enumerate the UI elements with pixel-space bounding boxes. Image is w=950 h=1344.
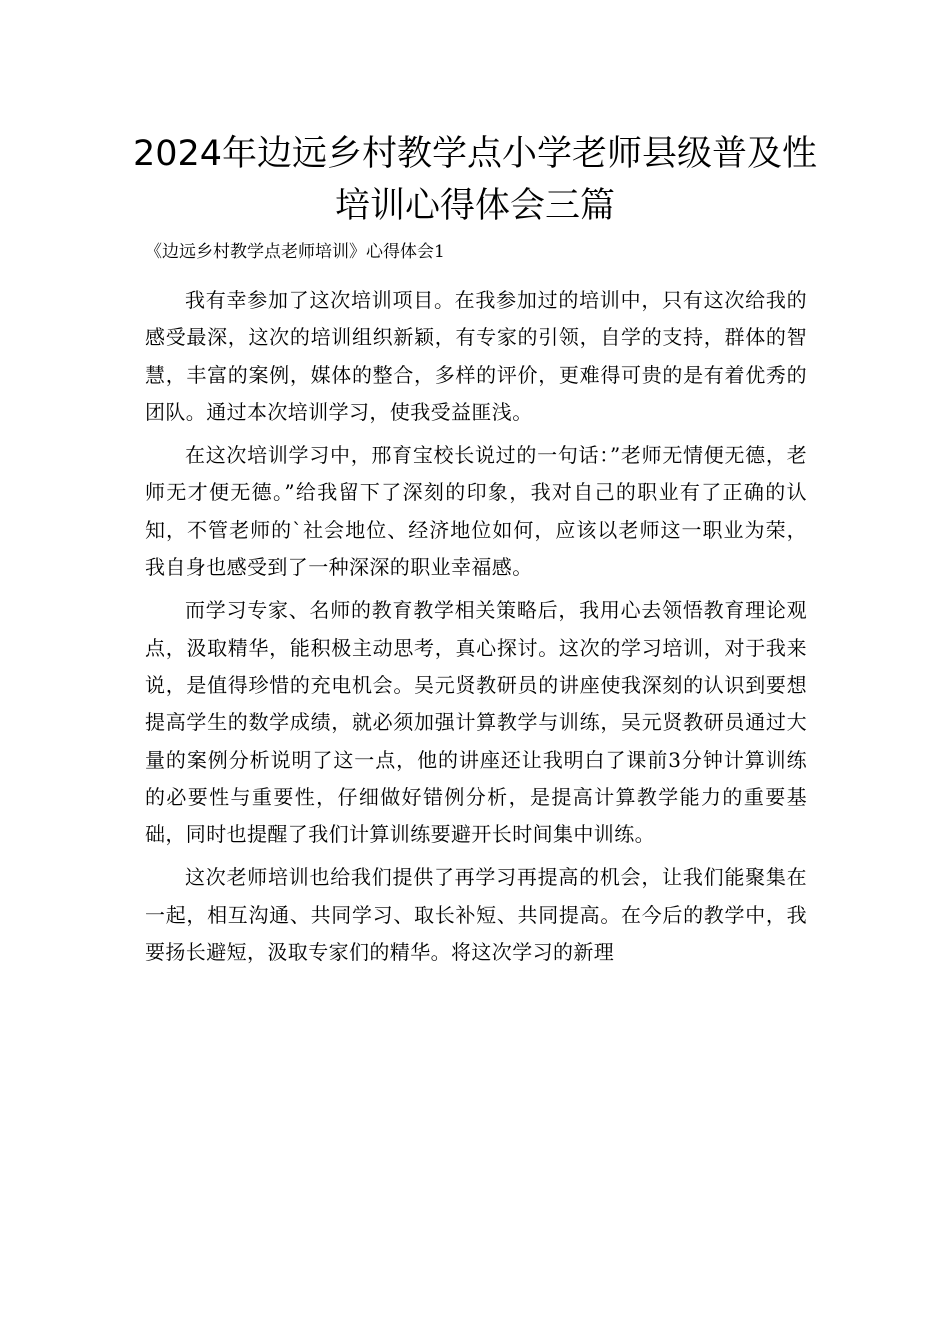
paragraph-4: 这次老师培训也给我们提供了再学习再提高的机会，让我们能聚集在一起，相互沟通、共同学习、取长补短、共同提高。在今后的教学中，我要扬长避短，汲取专家们的精华。将这次学习的新理 xyxy=(145,865,807,965)
paragraph-1: 我有幸参加了这次培训项目。在我参加过的培训中，只有这次给我的感受最深，这次的培训组织新颖，有专家的引领，自学的支持，群体的智慧，丰富的案例，媒体的整合，多样的评价，更难得可贵的是有着优秀的团队。通过本次培训学习，使我受益匪浅。 xyxy=(145,288,807,424)
section-heading: 《边远乡村教学点老师培训》心得体会1 xyxy=(145,242,445,262)
paragraph-2: 在这次培训学习中，邢育宝校长说过的一句话：”老师无情便无德，老师无才便无德。”给我留下了深刻的印象，我对自己的职业有了正确的认知，不管老师的`社会地位、经济地位如何，应该以老师这一职业为荣，我自身也感受到了一种深深的职业幸福感。 xyxy=(145,443,807,580)
document-title: 2024年边远乡村教学点小学老师县级普及性培训心得体会三篇 xyxy=(132,134,818,226)
paragraph-3: 而学习专家、名师的教育教学相关策略后，我用心去领悟教育理论观点，汲取精华，能积极主动思考，真心探讨。这次的学习培训，对于我来说，是值得珍惜的充电机会。吴元贤教研员的讲座使我深刻的认识到要想提高学生的数学成绩，就必须加强计算教学与训练，吴元贤教研员通过大量的案例分析说明了这一点，他的讲座还让我明白了课前3分钟计算训练的必要性与重要性，仔细做好错例分析，是提高计算教学能力的重要基础，同时也提醒了我们计算训练要避开长时间集中训练。 xyxy=(145,598,807,847)
document-body xyxy=(145,282,807,977)
